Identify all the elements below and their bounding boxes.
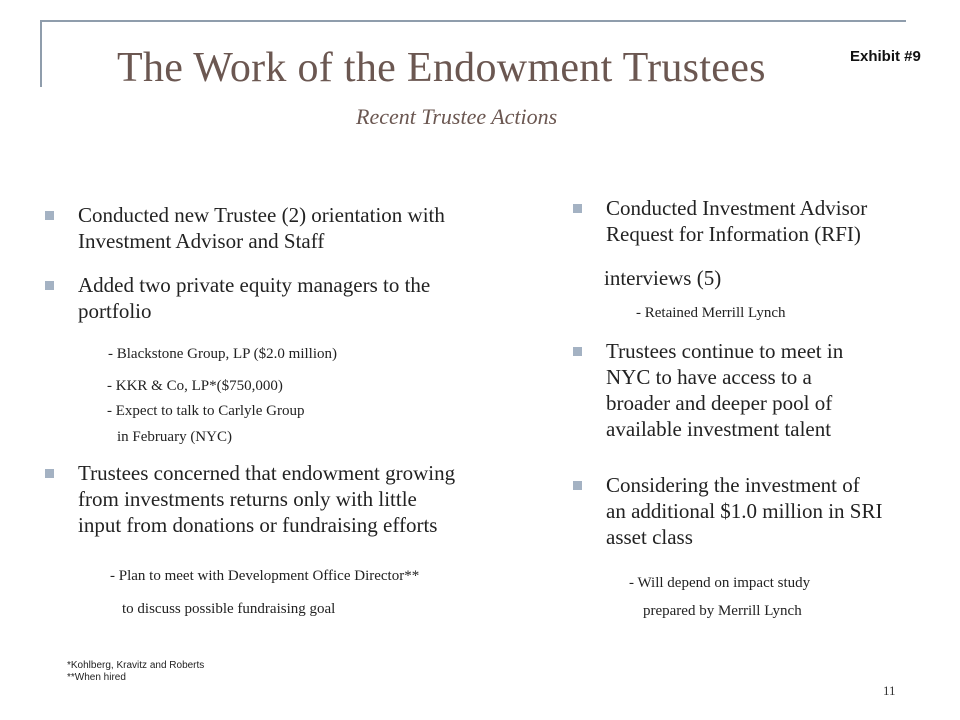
bullet-line: Request for Information (RFI) [606, 222, 861, 246]
sub-item-development-office: - Plan to meet with Development Office Director** [110, 568, 420, 584]
left-bullet-private-equity [78, 272, 430, 324]
right-bullet-nyc-meetings [606, 338, 843, 442]
bullet-line: Conducted new Trustee (2) orientation with [78, 203, 445, 227]
sub-item-impact-study: - Will depend on impact study [629, 575, 811, 591]
left-bullet-orientation [78, 202, 445, 254]
bullet-square-icon [573, 481, 582, 490]
bullet-line: Added two private equity managers to the [78, 273, 431, 297]
bullet-line: Conducted Investment Advisor [606, 196, 868, 220]
page-number: 11 [883, 683, 896, 698]
bullet-line: available investment talent [606, 417, 832, 441]
sub-item-fundraising-goal: to discuss possible fundraising goal [122, 601, 336, 617]
bullet-line: asset class [606, 525, 693, 549]
bullet-line: portfolio [78, 299, 152, 323]
bullet-square-icon [45, 211, 54, 220]
bullet-line: broader and deeper pool of [606, 391, 833, 415]
bullet-line: an additional $1.0 million in SRI [606, 499, 883, 523]
sub-item-blackstone: - Blackstone Group, LP ($2.0 million) [108, 346, 337, 362]
bullet-line: Trustees continue to meet in [606, 339, 844, 363]
sub-item-carlyle: - Expect to talk to Carlyle Group [107, 403, 305, 419]
left-bullet-endowment-growth [78, 460, 455, 538]
right-bullet-sri-investment [606, 472, 883, 550]
bullet-line: input from donations or fundraising efforts [78, 513, 438, 537]
bullet-square-icon [45, 281, 54, 290]
frame-top-rule [40, 20, 906, 22]
sub-item-carlyle-date: in February (NYC) [117, 429, 232, 445]
bullet-square-icon [573, 347, 582, 356]
bullet-square-icon [45, 469, 54, 478]
bullet-line: from investments returns only with little [78, 487, 417, 511]
bullet-square-icon [573, 204, 582, 213]
frame-left-rule [40, 20, 42, 87]
slide-subtitle: Recent Trustee Actions [356, 104, 558, 129]
slide-title: The Work of the Endowment Trustees [117, 45, 766, 91]
bullet-line: NYC to have access to a [606, 365, 812, 389]
bullet-line: Investment Advisor and Staff [78, 229, 325, 253]
bullet-line: Considering the investment of [606, 473, 860, 497]
sub-item-kkr: - KKR & Co, LP*($750,000) [107, 378, 283, 394]
exhibit-label: Exhibit #9 [850, 48, 921, 65]
footnote-kkr: *Kohlberg, Kravitz and Roberts [67, 660, 205, 671]
bullet-line: Trustees concerned that endowment growing [78, 461, 456, 485]
sub-item-prepared-by: prepared by Merrill Lynch [643, 603, 802, 619]
footnote-when-hired: **When hired [67, 672, 126, 683]
right-bullet-rfi [606, 195, 867, 247]
sub-item-merrill-lynch: - Retained Merrill Lynch [636, 305, 786, 321]
right-bullet-rfi-continued: interviews (5) [604, 266, 722, 290]
